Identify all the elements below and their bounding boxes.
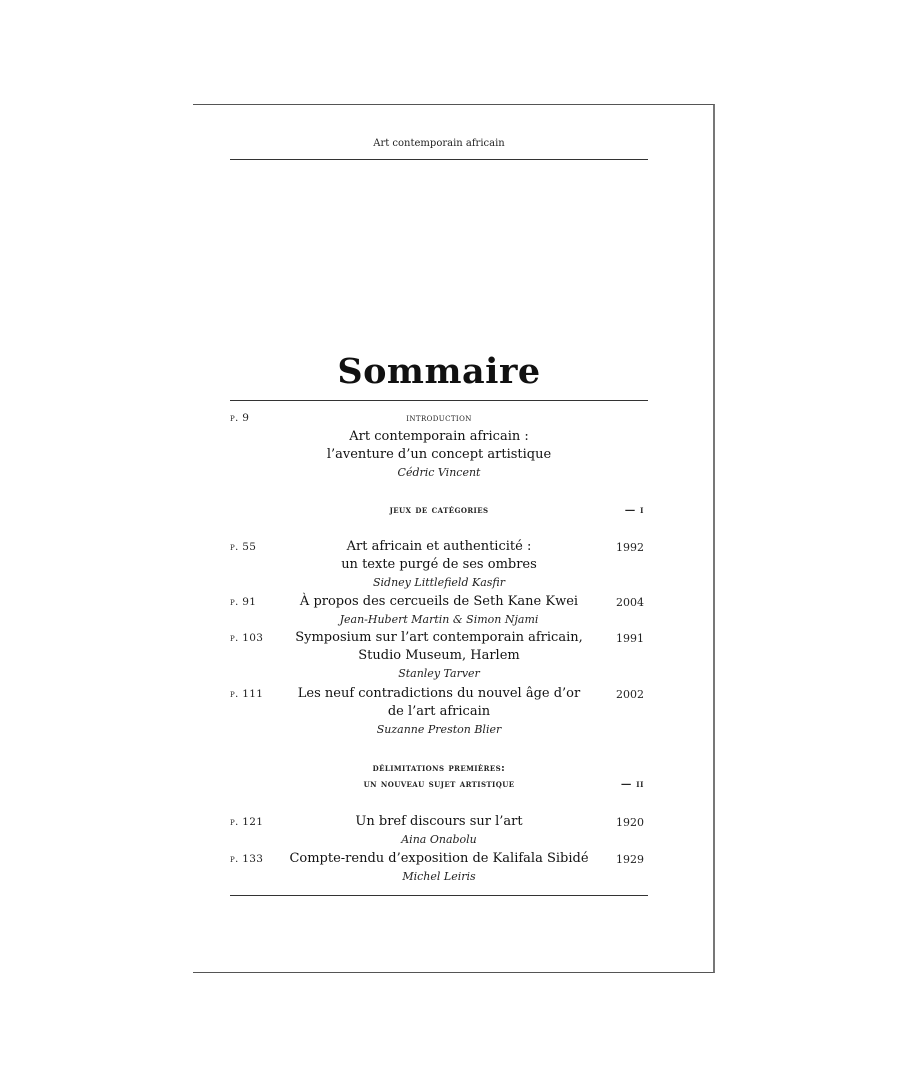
entry-title-line2: Studio Museum, Harlem [358, 648, 520, 663]
intro-author: Cédric Vincent [397, 466, 481, 479]
entry-year: 1920 [616, 816, 644, 829]
entry-page-number: p. 55 [230, 541, 257, 553]
intro-title-line2: l’aventure d’un concept artistique [326, 447, 552, 462]
entry-author: Aina Onabolu [401, 833, 477, 846]
book-page [193, 104, 715, 973]
entry-title-line1: Symposium sur l’art contemporain africain, [295, 630, 583, 645]
entry-year: 1929 [616, 853, 644, 866]
section-2-heading-line1: délimitations premières: [372, 762, 506, 774]
intro-title-line1: Art contemporain africain : [349, 429, 529, 444]
entry-title-line1: Art africain et authenticité : [346, 539, 532, 554]
section-2-numeral: — ii [620, 778, 644, 790]
entry-year: 1992 [616, 541, 644, 554]
section-2-heading-line2: un nouveau sujet artistique [363, 778, 515, 790]
page-title: Sommaire [337, 351, 541, 392]
entry-page-number: p. 121 [230, 816, 264, 828]
section-1-numeral: — i [624, 504, 644, 516]
entry-author: Jean-Hubert Martin & Simon Njami [339, 613, 539, 626]
entry-title-line1: Compte-rendu d’exposition de Kalifala Sibidé [289, 851, 589, 866]
entry-title-line1: Un bref discours sur l’art [355, 814, 523, 829]
entry-page-number: p. 103 [230, 632, 264, 644]
entry-author: Suzanne Preston Blier [376, 723, 502, 736]
title-rule [230, 400, 648, 401]
section-1-heading: jeux de catégories [389, 504, 489, 516]
entry-year: 1991 [616, 632, 644, 645]
footer-rule [230, 895, 648, 896]
entry-title-line2: de l’art africain [387, 704, 491, 719]
intro-label: introduction [406, 412, 472, 424]
entry-year: 2004 [616, 596, 644, 609]
header-rule [230, 159, 648, 160]
entry-author: Sidney Littlefield Kasfir [372, 576, 505, 589]
intro-page-number: p. 9 [230, 412, 250, 424]
entry-author: Stanley Tarver [398, 667, 480, 680]
entry-page-number: p. 91 [230, 596, 257, 608]
entry-title-line2: un texte purgé de ses ombres [341, 557, 537, 572]
entry-title-line1: Les neuf contradictions du nouvel âge d’or [297, 686, 581, 701]
entry-author: Michel Leiris [402, 870, 476, 883]
entry-page-number: p. 111 [230, 688, 264, 700]
running-head: Art contemporain africain [373, 138, 505, 149]
entry-title-line1: À propos des cercueils de Seth Kane Kwei [299, 594, 579, 609]
entry-year: 2002 [616, 688, 644, 701]
entry-page-number: p. 133 [230, 853, 264, 865]
